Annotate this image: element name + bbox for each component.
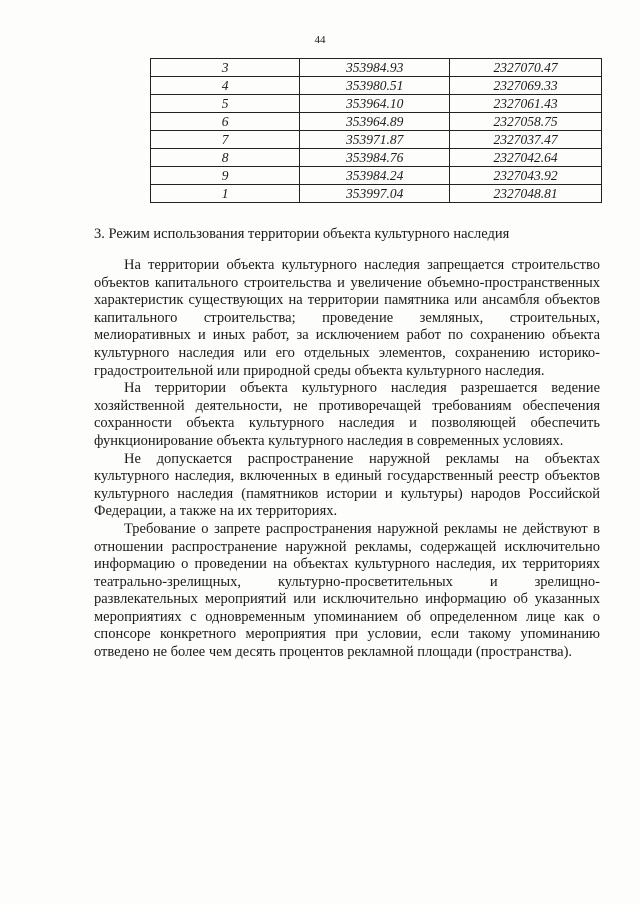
point-number-cell: 3 — [151, 59, 300, 77]
section-body — [94, 257, 600, 662]
section-heading: 3. Режим использования территории объекта культурного наследия — [94, 226, 510, 242]
point-number-cell: 4 — [151, 77, 300, 95]
y-coordinate-cell: 2327058.75 — [450, 113, 602, 131]
point-number-cell: 9 — [151, 167, 300, 185]
x-coordinate-cell: 353984.76 — [300, 149, 450, 167]
y-coordinate-cell: 2327037.47 — [450, 131, 602, 149]
coordinates-table-body — [151, 59, 602, 203]
point-number-cell: 5 — [151, 95, 300, 113]
x-coordinate-cell: 353984.93 — [300, 59, 450, 77]
table-row — [151, 185, 602, 203]
x-coordinate-cell: 353964.10 — [300, 95, 450, 113]
point-number-cell: 6 — [151, 113, 300, 131]
y-coordinate-cell: 2327069.33 — [450, 77, 602, 95]
table-row — [151, 113, 602, 131]
paragraph-advertising-prohibition: Не допускается распространение наружной рекламы на объектах культурного наследия, включенных в единый государственный реестр объектов культурного наследия (памятников истории и культуры) народов Российской Федерации, а также на их территориях. — [94, 450, 600, 520]
x-coordinate-cell: 353984.24 — [300, 167, 450, 185]
table-row — [151, 167, 602, 185]
x-coordinate-cell: 353997.04 — [300, 185, 450, 203]
y-coordinate-cell: 2327061.43 — [450, 95, 602, 113]
y-coordinate-cell: 2327042.64 — [450, 149, 602, 167]
table-row — [151, 95, 602, 113]
coordinates-table — [150, 58, 602, 203]
point-number-cell: 8 — [151, 149, 300, 167]
point-number-cell: 1 — [151, 185, 300, 203]
table-row — [151, 131, 602, 149]
y-coordinate-cell: 2327043.92 — [450, 167, 602, 185]
paragraph-advertising-exception: Требование о запрете распространения наружной рекламы не действуют в отношении распространение наружной рекламы, содержащей исключительно информацию о проведении на объектах культурного наследия, их территориях театрально-зрелищных, культурно-просветительных и зрелищно-развлекательных мероприятий или исключительно информацию об указанных мероприятиях с одновременным упоминанием об определенном лице как о спонсоре конкретного мероприятия при условии, если такому упоминанию отведено не более чем десять процентов рекламной площади (пространства). — [94, 520, 600, 661]
y-coordinate-cell: 2327048.81 — [450, 185, 602, 203]
page-number: 44 — [314, 34, 326, 46]
x-coordinate-cell: 353980.51 — [300, 77, 450, 95]
point-number-cell: 7 — [151, 131, 300, 149]
paragraph-economic-activity: На территории объекта культурного наследия разрешается ведение хозяйственной деятельности, не противоречащей требованиям обеспечения сохранности объекта культурного наследия и позволяющей обеспечить функционирование объекта культурного наследия в современных условиях. — [94, 380, 600, 449]
table-row — [151, 149, 602, 167]
table-row — [151, 59, 602, 77]
x-coordinate-cell: 353971.87 — [300, 131, 450, 149]
y-coordinate-cell: 2327070.47 — [450, 59, 602, 77]
table-row — [151, 77, 602, 95]
x-coordinate-cell: 353964.89 — [300, 113, 450, 131]
paragraph-construction-prohibition: На территории объекта культурного наследия запрещается строительство объектов капитального строительства и увеличение объемно-пространственных характеристик существующих на территории памятника или ансамбля объектов капитального строительства; проведение земляных, строительных, мелиоративных и иных работ, за исключением работ по сохранению объекта культурного наследия или его отдельных элементов, сохранению историко-градостроительной или природной среды объекта культурного наследия. — [94, 257, 600, 379]
